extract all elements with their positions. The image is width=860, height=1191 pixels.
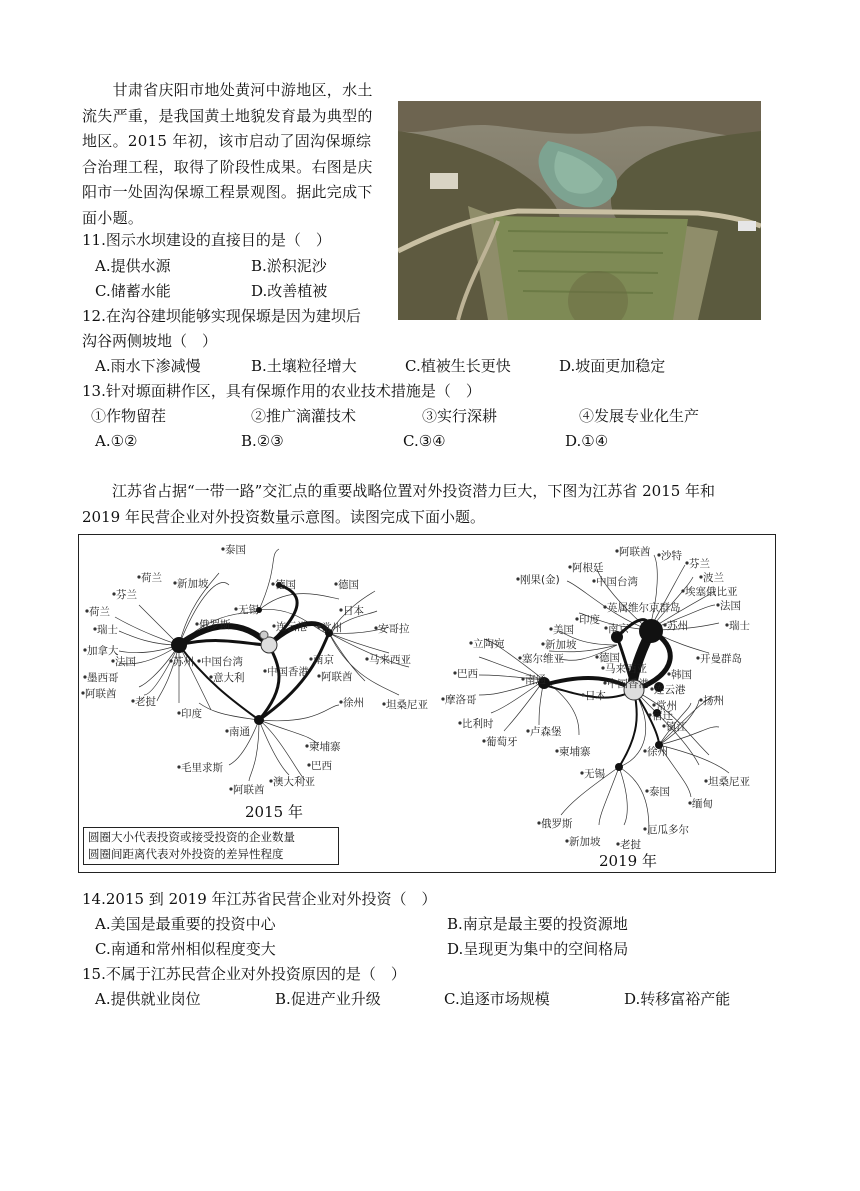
question-12-stem: 12.在沟谷建坝能够实现保塬是因为建坝后 bbox=[82, 307, 361, 325]
network-label-2019-dot bbox=[482, 739, 485, 742]
network-label-2019-dot bbox=[581, 693, 584, 696]
passage-2 bbox=[82, 478, 782, 530]
network-label-2015: 常州 bbox=[321, 622, 342, 634]
network-label-2019: 厄瓜多尔 bbox=[647, 824, 689, 836]
network-label-2019-dot bbox=[643, 749, 646, 752]
passage-1-line: 面小题。 bbox=[82, 208, 144, 227]
network-label-2019: 英属维尔京群岛 bbox=[607, 602, 681, 614]
network-label-2015: 柬埔寨 bbox=[309, 741, 341, 753]
network-label-2019-dot bbox=[595, 655, 598, 658]
network-label-2015-dot bbox=[225, 729, 228, 732]
network-label-2015-dot bbox=[131, 699, 134, 702]
network-label-2015: 中国香港 bbox=[267, 666, 309, 678]
q12-option-a[interactable]: A.雨水下渗减慢 bbox=[95, 357, 201, 375]
passage-1-line: 阳市一处固沟保塬工程景观图。据此完成下 bbox=[82, 183, 373, 202]
figure-legend bbox=[83, 827, 339, 865]
network-label-2015-dot bbox=[221, 547, 224, 550]
network-label-2019: 苏州 bbox=[667, 620, 688, 632]
network-label-2019-dot bbox=[716, 603, 719, 606]
network-label-2019: 徐州 bbox=[647, 746, 668, 758]
network-label-2015-dot bbox=[382, 702, 385, 705]
question-11-stem: 11.图示水坝建设的直接目的是（ ） bbox=[82, 231, 331, 249]
network-label-2019: 芬兰 bbox=[689, 558, 710, 570]
q12-option-d[interactable]: D.坡面更加稳定 bbox=[559, 357, 666, 375]
network-label-2019: 比利时 bbox=[462, 718, 494, 730]
network-label-2015-dot bbox=[209, 675, 212, 678]
network-label-2015: 俄罗斯 bbox=[199, 619, 231, 631]
network-label-2019-dot bbox=[604, 626, 607, 629]
network-label-2019-dot bbox=[704, 779, 707, 782]
network-label-2019-dot bbox=[667, 672, 670, 675]
network-label-2019: 新加坡 bbox=[545, 639, 577, 651]
network-label-2015-dot bbox=[229, 787, 232, 790]
network-label-2015: 泰国 bbox=[225, 544, 246, 556]
network-label-2015: 瑞士 bbox=[97, 624, 118, 636]
network-label-2019-dot bbox=[725, 623, 728, 626]
network-label-2019: 摩洛哥 bbox=[445, 694, 477, 706]
network-label-2015-dot bbox=[83, 648, 86, 651]
network-label-2019: 美国 bbox=[553, 624, 574, 636]
network-label-2019-dot bbox=[575, 617, 578, 620]
network-label-2019: 塞尔维亚 bbox=[522, 653, 564, 665]
network-label-2015: 墨西哥 bbox=[87, 672, 119, 684]
network-label-2015: 南通 bbox=[229, 726, 250, 738]
network-label-2015: 阿联酋 bbox=[233, 784, 265, 796]
network-label-2015-dot bbox=[334, 582, 337, 585]
network-label-2019: 无锡 bbox=[584, 768, 605, 780]
network-label-2019: 开曼群岛 bbox=[700, 653, 742, 665]
q11-option-c[interactable]: C.储蓄水能 bbox=[95, 282, 171, 300]
network-label-2019: 立陶宛 bbox=[473, 638, 505, 650]
q12-option-b[interactable]: B.土壤粒径增大 bbox=[251, 357, 357, 375]
network-label-2015: 荷兰 bbox=[141, 572, 162, 584]
network-label-2019-dot bbox=[681, 589, 684, 592]
network-label-2015-dot bbox=[305, 744, 308, 747]
network-label-2015-dot bbox=[137, 575, 140, 578]
network-label-2019: 新加坡 bbox=[569, 836, 601, 848]
network-label-2015: 无锡 bbox=[238, 604, 259, 616]
network-label-2019-dot bbox=[699, 575, 702, 578]
network-label-2015: 巴西 bbox=[311, 760, 332, 772]
network-label-2019-dot bbox=[580, 771, 583, 774]
network-label-2019-dot bbox=[541, 642, 544, 645]
q15-option-d[interactable]: D.转移富裕产能 bbox=[624, 990, 731, 1008]
network-label-2015-dot bbox=[195, 622, 198, 625]
passage-2-line: 江苏省占据“一带一路”交汇点的重要战略位置对外投资潜力巨大，下图为江苏省 2015 年和 bbox=[82, 482, 716, 500]
network-label-2015: 安哥拉 bbox=[378, 623, 410, 635]
network-label-2019-dot bbox=[615, 549, 618, 552]
network-label-2015-dot bbox=[234, 607, 237, 610]
network-label-2019-dot bbox=[648, 713, 651, 716]
network-label-2019-dot bbox=[453, 671, 456, 674]
network-label-2019: 马来西亚 bbox=[605, 663, 647, 675]
network-label-2015: 毛里求斯 bbox=[181, 762, 223, 774]
network-label-2015-dot bbox=[177, 765, 180, 768]
network-label-2015: 意大利 bbox=[213, 672, 245, 684]
question-14-stem: 14.2015 到 2019 年江苏省民营企业对外投资（ ） bbox=[82, 890, 437, 908]
network-label-2019: 日本 bbox=[585, 690, 606, 702]
network-label-2019-dot bbox=[650, 687, 653, 690]
network-label-2019-dot bbox=[592, 579, 595, 582]
network-label-2019-dot bbox=[657, 553, 660, 556]
passage-1 bbox=[82, 78, 394, 232]
network-label-2019: 阿根廷 bbox=[572, 562, 604, 574]
q13-option-b[interactable]: B.②③ bbox=[241, 432, 284, 450]
network-label-2015-dot bbox=[112, 592, 115, 595]
network-label-2019: 德国 bbox=[599, 652, 620, 664]
q13-option-d[interactable]: D.①④ bbox=[565, 432, 609, 450]
network-label-2019: 柬埔寨 bbox=[559, 746, 591, 758]
year-label-2015: 2015 年 bbox=[245, 803, 303, 821]
network-label-2015-dot bbox=[81, 691, 84, 694]
q13-item-4: ④发展专业化生产 bbox=[579, 407, 700, 425]
network-label-2015: 日本 bbox=[343, 605, 364, 617]
network-label-2019-dot bbox=[521, 677, 524, 680]
network-label-2019: 中国台湾 bbox=[596, 576, 638, 588]
network-label-2019: 宿迁 bbox=[652, 710, 673, 722]
network-label-2015: 荷兰 bbox=[89, 606, 110, 618]
network-label-2015-dot bbox=[197, 659, 200, 662]
network-label-2019: 南通 bbox=[525, 674, 546, 686]
network-label-2019: 镇江 bbox=[666, 721, 687, 733]
network-label-2019-dot bbox=[616, 842, 619, 845]
network-label-2015: 马来西亚 bbox=[369, 654, 411, 666]
network-label-2015: 加拿大 bbox=[87, 645, 119, 657]
network-label-2019-dot bbox=[469, 641, 472, 644]
network-label-2015-dot bbox=[83, 675, 86, 678]
question-15-stem: 15.不属于江苏民营企业对外投资原因的是（ ） bbox=[82, 965, 406, 983]
network-label-2015: 苏州 bbox=[173, 656, 194, 668]
question-13-stem: 13.针对塬面耕作区，具有保塬作用的农业技术措施是（ ） bbox=[82, 382, 481, 400]
q13-option-c[interactable]: C.③④ bbox=[403, 432, 446, 450]
investment-network-figure bbox=[78, 534, 776, 873]
network-label-2019: 俄罗斯 bbox=[541, 818, 573, 830]
network-label-2015: 老挝 bbox=[135, 696, 156, 708]
network-label-2015: 印度 bbox=[181, 708, 202, 720]
q13-item-1: ①作物留茬 bbox=[91, 407, 167, 425]
legend-line-size: 圆圈大小代表投资或接受投资的企业数量 bbox=[88, 830, 295, 844]
network-label-2019: 巴西 bbox=[457, 668, 478, 680]
network-label-2019-dot bbox=[549, 627, 552, 630]
network-label-2015: 坦桑尼亚 bbox=[386, 699, 428, 711]
q12-option-c[interactable]: C.植被生长更快 bbox=[405, 357, 511, 375]
q14-option-c[interactable]: C.南通和常州相似程度变大 bbox=[95, 940, 276, 958]
network-label-2015: 阿联酋 bbox=[321, 671, 353, 683]
network-label-2019-dot bbox=[685, 561, 688, 564]
network-label-2019: 泰国 bbox=[649, 786, 670, 798]
network-label-2019: 连云港 bbox=[654, 684, 686, 696]
network-label-2019-dot bbox=[603, 605, 606, 608]
network-label-2019-dot bbox=[565, 839, 568, 842]
passage-1-line: 合治理工程，取得了阶段性成果。右图是庆 bbox=[82, 157, 373, 176]
network-label-2019: 老挝 bbox=[620, 839, 641, 851]
network-label-2019: 埃塞俄比亚 bbox=[685, 586, 738, 598]
legend-line-distance: 圆圈间距离代表对外投资的差异性程度 bbox=[88, 847, 284, 861]
year-label-2019: 2019 年 bbox=[599, 852, 657, 870]
q15-option-a[interactable]: A.提供就业岗位 bbox=[95, 990, 201, 1008]
q11-option-a[interactable]: A.提供水源 bbox=[95, 257, 171, 275]
chart-labels-2015 bbox=[81, 543, 428, 796]
passage-1-line: 甘肃省庆阳市地处黄河中游地区，水土 bbox=[82, 81, 373, 99]
network-label-2015: 徐州 bbox=[343, 697, 364, 709]
network-label-2019: 印度 bbox=[579, 614, 600, 626]
network-label-2015-dot bbox=[269, 779, 272, 782]
chart-labels-2019 bbox=[441, 545, 750, 851]
network-label-2019: 缅甸 bbox=[692, 798, 713, 810]
network-label-2019-dot bbox=[643, 827, 646, 830]
network-label-2019-dot bbox=[516, 577, 519, 580]
network-label-2019-dot bbox=[601, 666, 604, 669]
network-label-2015-dot bbox=[263, 669, 266, 672]
network-label-2019: 波兰 bbox=[703, 572, 724, 584]
q13-item-3: ③实行深耕 bbox=[422, 407, 498, 425]
network-label-2015: 连云港 bbox=[276, 621, 308, 633]
network-label-2019: 葡萄牙 bbox=[486, 736, 518, 748]
network-label-2019: 阿联酋 bbox=[619, 546, 651, 558]
network-label-2019-dot bbox=[568, 565, 571, 568]
network-label-2019: 法国 bbox=[720, 600, 741, 612]
network-label-2019: 刚果(金) bbox=[520, 574, 560, 586]
network-label-2015-dot bbox=[85, 609, 88, 612]
network-label-2015-dot bbox=[365, 657, 368, 660]
network-label-2015-dot bbox=[111, 659, 114, 662]
q15-option-c[interactable]: C.追逐市场规模 bbox=[444, 990, 550, 1008]
network-label-2015: 阿联酋 bbox=[85, 688, 117, 700]
network-label-2015: 中国台湾 bbox=[201, 656, 243, 668]
network-label-2019: 韩国 bbox=[671, 669, 692, 681]
network-label-2015-dot bbox=[317, 674, 320, 677]
network-label-2015: 新加坡 bbox=[177, 578, 209, 590]
network-label-2019: 坦桑尼亚 bbox=[708, 776, 750, 788]
network-label-2015: 德国 bbox=[275, 579, 296, 591]
passage-1-line: 地区。2015 年初，该市启动了固沟保塬综 bbox=[82, 132, 372, 151]
network-label-2019-dot bbox=[645, 789, 648, 792]
q15-option-b[interactable]: B.促进产业升级 bbox=[275, 990, 381, 1008]
network-label-2015: 德国 bbox=[338, 579, 359, 591]
dam-landscape-photo bbox=[398, 101, 761, 320]
network-label-2019: 扬州 bbox=[703, 695, 724, 707]
passage-1-line: 流失严重，是我国黄土地貌发育最为典型的 bbox=[82, 106, 373, 125]
q13-item-2: ②推广滴灌技术 bbox=[251, 407, 357, 425]
network-label-2015-dot bbox=[309, 657, 312, 660]
network-label-2015-dot bbox=[169, 659, 172, 662]
network-label-2019-dot bbox=[662, 724, 665, 727]
passage-2-line: 2019 年民营企业对外投资数量示意图。读图完成下面小题。 bbox=[82, 508, 485, 526]
network-label-2019-dot bbox=[555, 749, 558, 752]
q11-option-b[interactable]: B.淤积泥沙 bbox=[251, 257, 327, 275]
question-12-stem-cont: 沟谷两侧坡地（ ） bbox=[82, 332, 218, 350]
network-label-2015-dot bbox=[272, 624, 275, 627]
network-label-2019-dot bbox=[696, 656, 699, 659]
q13-option-a[interactable]: A.①② bbox=[95, 432, 138, 450]
network-label-2015-dot bbox=[339, 608, 342, 611]
network-label-2019-dot bbox=[441, 697, 444, 700]
network-label-2015: 澳大利亚 bbox=[273, 776, 315, 788]
network-label-2015-dot bbox=[271, 582, 274, 585]
q14-option-a[interactable]: A.美国是最重要的投资中心 bbox=[95, 915, 276, 933]
network-label-2015-dot bbox=[339, 700, 342, 703]
network-label-2019-dot bbox=[526, 729, 529, 732]
network-label-2015-dot bbox=[307, 763, 310, 766]
network-label-2015-dot bbox=[93, 627, 96, 630]
network-label-2015: 法国 bbox=[115, 656, 136, 668]
network-label-2015: 南京 bbox=[313, 654, 334, 666]
network-label-2019: 沙特 bbox=[661, 550, 682, 562]
network-label-2015-dot bbox=[374, 626, 377, 629]
network-label-2015-dot bbox=[177, 711, 180, 714]
network-label-2019-dot bbox=[652, 703, 655, 706]
network-label-2019-dot bbox=[603, 681, 606, 684]
network-label-2019-dot bbox=[663, 623, 666, 626]
network-label-2015: 芬兰 bbox=[116, 589, 137, 601]
network-label-2019: 常州 bbox=[656, 700, 677, 712]
q14-option-b[interactable]: B.南京是最主要的投资源地 bbox=[447, 915, 628, 933]
network-label-2015-dot bbox=[317, 625, 320, 628]
network-label-2019-dot bbox=[458, 721, 461, 724]
network-label-2019: 南京 bbox=[608, 623, 629, 635]
network-label-2019-dot bbox=[699, 698, 702, 701]
network-label-2015-dot bbox=[173, 581, 176, 584]
network-label-2019: 中国香港 bbox=[607, 678, 649, 690]
q14-option-d[interactable]: D.呈现更为集中的空间格局 bbox=[447, 940, 629, 958]
network-svg bbox=[79, 535, 775, 872]
network-label-2019: 瑞士 bbox=[729, 620, 750, 632]
network-label-2019-dot bbox=[518, 656, 521, 659]
network-label-2019-dot bbox=[688, 801, 691, 804]
network-label-2019: 卢森堡 bbox=[530, 726, 562, 738]
q11-option-d[interactable]: D.改善植被 bbox=[251, 282, 328, 300]
network-label-2019-dot bbox=[537, 821, 540, 824]
